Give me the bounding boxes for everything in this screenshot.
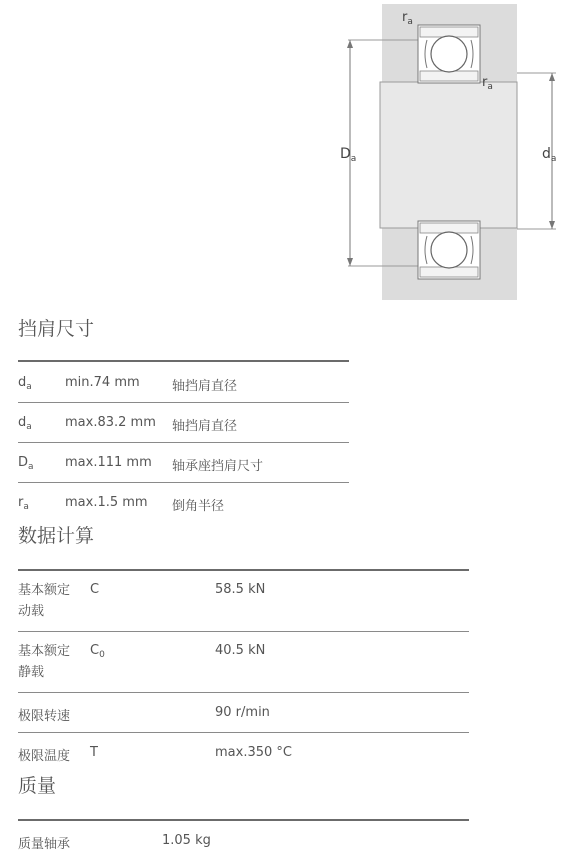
row-divider <box>18 442 349 443</box>
ra-side-label: $r_a$ <box>482 75 493 92</box>
shaft-block <box>380 82 517 228</box>
description-cell: 轴承座挡肩尺寸 <box>172 459 264 474</box>
mass-table-top-rule <box>18 819 469 821</box>
description-cell: 轴挡肩直径 <box>172 379 238 394</box>
da-label: $d_a$ <box>542 146 557 164</box>
value-cell: max.111 mm <box>65 455 152 470</box>
value-cell: 1.05 kg <box>162 833 211 848</box>
symbol-cell: C <box>90 582 100 597</box>
value-cell: max.1.5 mm <box>65 495 148 510</box>
symbol-cell: $C_0$ <box>90 643 105 660</box>
row-divider <box>18 482 349 483</box>
calculation-section-title: 数据计算 <box>18 525 95 547</box>
symbol-cell: $r_a$ <box>18 495 29 512</box>
bottom-bearing-section <box>418 221 480 279</box>
calculation-table-top-rule <box>18 569 469 571</box>
value-cell: max.83.2 mm <box>65 415 156 430</box>
symbol-cell: $D_a$ <box>18 455 34 472</box>
value-cell: 40.5 kN <box>215 643 266 658</box>
symbol-cell: T <box>90 745 98 760</box>
value-cell: max.350 °C <box>215 745 292 760</box>
value-cell: min.74 mm <box>65 375 140 390</box>
value-cell: 90 r/min <box>215 705 270 720</box>
name-cell: 极限转速 <box>18 709 71 724</box>
Da-label: $D_a$ <box>340 146 357 164</box>
symbol-cell: $d_a$ <box>18 415 32 432</box>
row-divider <box>18 402 349 403</box>
value-cell: 58.5 kN <box>215 582 266 597</box>
row-divider <box>18 732 469 733</box>
symbol-cell: $d_a$ <box>18 375 32 392</box>
name-cell: 极限温度 <box>18 749 71 764</box>
description-cell: 轴挡肩直径 <box>172 419 238 434</box>
bearing-cross-section-drawing <box>330 0 577 305</box>
row-divider <box>18 692 469 693</box>
abutment-table-top-rule <box>18 360 349 362</box>
name-cell: 基本额定动载 <box>18 583 71 619</box>
row-divider <box>18 631 469 632</box>
name-cell: 质量轴承 <box>18 837 71 852</box>
bearing-abutment-diagram <box>330 0 577 305</box>
mass-section-title: 质量 <box>18 775 57 797</box>
name-cell: 基本额定静载 <box>18 644 71 680</box>
top-bearing-section <box>418 25 480 83</box>
abutment-section-title: 挡肩尺寸 <box>18 318 95 340</box>
ra-top-label: $r_a$ <box>402 10 413 27</box>
description-cell: 倒角半径 <box>172 499 225 514</box>
